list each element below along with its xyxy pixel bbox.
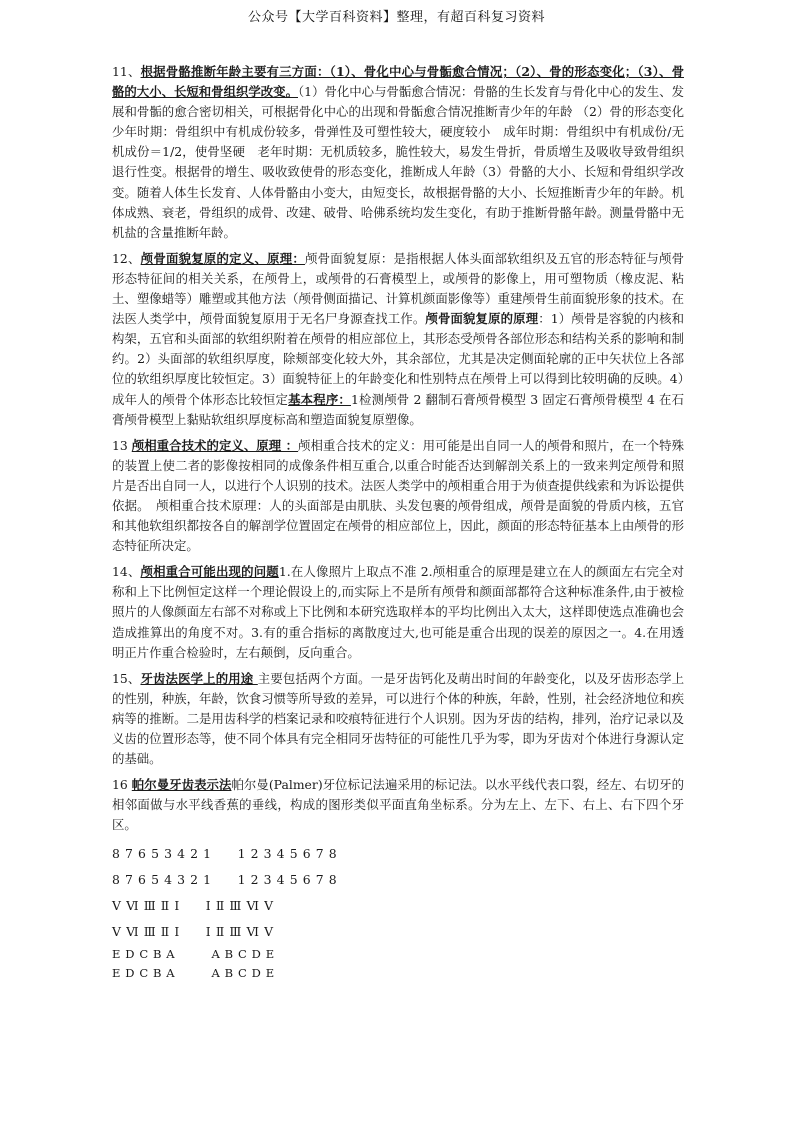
paragraph-text: 颅骨面貌复原：是指根据人体头面部软组织及五官的形态特征与颅骨形态特征间的相关关系，在颅骨上，或颅骨的石膏模型上，或颅骨的影像上，用可塑物质（橡皮泥、粘土、塑像蜡等）雕塑或其他方法（颅骨侧面描记、计算机颜面影像等）重建颅骨生前面貌形象的技术。在法医人类学中，颅骨面貌复原用于无名尸身源查找工作。 [112,250,685,327]
paragraph-text: 1检测颅骨 2 翻制石膏颅骨模型 3 固定石膏颅骨模型 4 在石膏颅骨模型上黏贴软组织厚度标高和塑造面貌复原塑像。 [112,391,684,427]
paragraph-number: 14、 [112,564,141,580]
paragraph-text: 帕尔曼(Palmer)牙位标记法遍采用的标记法。以水平线代表口裂，经左、右切牙的相邻面做与水平线香蕉的垂线，构成的图形类似平面直角坐标系。分为左上、左下、右上、右下四个牙区。 [112,777,684,833]
notation-row: Ⅴ Ⅵ Ⅲ Ⅱ Ⅰ Ⅰ Ⅱ Ⅲ Ⅵ Ⅴ [112,898,274,914]
paragraph-title: 根据骨骼推断年龄主要有三方面：（1）、骨化中心与骨骺愈合情况；（2）、骨的形态变化；（3）、骨骼的大小、长短和骨组织学改变。 [112,64,684,100]
paragraph-number: 12、 [112,250,141,266]
paragraph-number: 16 [112,777,132,793]
notation-row: E D C B A A B C D E [112,966,275,981]
paragraph-title: 颅相重合技术的定义、原理 ： [131,437,299,453]
paragraph-title: 牙齿法医学上的用途 [140,670,258,686]
paragraph-title: 帕尔曼牙齿表示法 [131,777,232,793]
notation-row: Ⅴ Ⅵ Ⅲ Ⅱ Ⅰ Ⅰ Ⅱ Ⅲ Ⅵ Ⅴ [112,924,274,940]
paragraph-14 [112,562,684,662]
notation-row: 8 7 6 5 4 3 2 1 1 2 3 4 5 6 7 8 [112,872,338,888]
paragraph-number: 11、 [112,64,141,79]
paragraph-text: 主要包括两个方面。一是牙齿钙化及萌出时间的年龄变化，以及牙齿形态学上的性别，种族，年龄，饮食习惯等所导致的差异，可以进行个体的种族，年龄，性别，社会经济地位和疾病等的推断。二是用齿科学的档案记录和咬痕特征进行个人识别。因为牙齿的结构，排列，治疗记录以及义齿的位置形态等，使不同个体具有完全相同牙齿特征的可能性几乎为零，即为牙齿对个体进行身源认定的基础。 [112,670,684,767]
paragraph-title: 颅骨面貌复原的定义、原理： [140,250,306,266]
paragraph-subtitle: 基本程序： [288,391,351,407]
paragraph-number: 15、 [112,670,141,686]
paragraph-16 [112,775,684,835]
paragraph-subtitle: 颅骨面貌复原的原理 [425,311,539,327]
paragraph-15 [112,669,684,769]
notation-row: 8 7 6 5 3 4 2 1 1 2 3 4 5 6 7 8 [112,846,338,862]
notation-row: E D C B A A B C D E [112,947,275,962]
paragraph-13 [112,436,684,557]
paragraph-text: ：1）颅骨是容貌的内核和构架，五官和头面部的软组织附着在颅骨的相应部位上，其形态受颅骨各部位形态和结构关系的影响和制约。2）头面部的软组织厚度，除颊部变化较大外，其余部位，尤其是决定侧面轮廓的正中矢状位上各部位的软组织厚度比较恒定。3）面貌特征上的年龄变化和性别特点在颅骨上可以得到比较明确的反映。4）成年人的颅骨个体形态比较恒定 [112,311,685,407]
paragraph-number: 13 [112,437,132,453]
page-header: 公众号【大学百科资料】整理，有超百科复习资料 [247,10,545,25]
document-body [112,62,697,983]
paragraph-12 [112,249,684,430]
paragraph-11 [112,62,697,243]
paragraph-title: 颅相重合可能出现的问题 [140,564,279,580]
paragraph-text: 颅相重合技术的定义：用可能是出自同一人的颅骨和照片，在一个特殊的装置上使二者的影像按相同的成像条件相互重合,以重合时能否达到解剖关系上的一致来判定颅骨和照片是否出自同一人，以进行个人识别的技术。法医人类学中的颅相重合用于为侦查提供线索和为诉讼提供依据。 颅相重合技术原理：人的头面部是由肌肤、头发包裹的颅骨组成，颅骨是面貌的骨质内核，五官和其他软组织都按各自的解剖学位置固定在颅骨的相应部位上，因此，颜面的形态特征基本上由颅骨的形态特征所决定。 [112,437,684,554]
paragraph-text: 1.在人像照片上取点不准 2.颅相重合的原理是建立在人的颜面左右完全对称和上下比例恒定这样一个理论假设上的,而实际上不是所有颅骨和颜面部都符合这种标准条件,由于被检照片的人像颜面左右部不对称或上下比例和本研究选取样本的平均比例出入太大，这样即使选点准确也会造成推算出的角度不对。3.有的重合指标的离散度过大,也可能是重合出现的误差的原因之一。4.在用透明正片作重合检验时，左右颠倒，反向重合。 [112,564,684,660]
paragraph-text: （1）骨化中心与骨骺愈合情况：骨骼的生长发育与骨化中心的发生、发展和骨骺的愈合密切相关，可根据骨化中心的出现和骨骺愈合情况推断青少年的年龄 （2）骨的形态变化 少年时期：骨组织中有机成份较多，骨弹性及可塑性较大，硬度较小 成年时期：骨组织中有机成份/无机成份＝1/2，使骨坚硬 老年时期：无机质较多，脆性较大，易发生骨折，骨质增生及吸收导致骨组织退行性变。根据骨的增生、吸收致使骨的形态变化，推断成人年龄（3）骨骼的大小、长短和骨组织学改变。随着人体生长发育、人体骨骼由小变大，由短变长，故根据骨骼的大小、长短推断青少年的年龄。机体成熟、衰老，骨组织的成骨、改建、破骨、哈佛系统均发生变化，有助于推断骨骼年龄。测量骨骼中无机盐的含量推断年龄。 [112,84,697,240]
palmer-notation [112,841,684,983]
